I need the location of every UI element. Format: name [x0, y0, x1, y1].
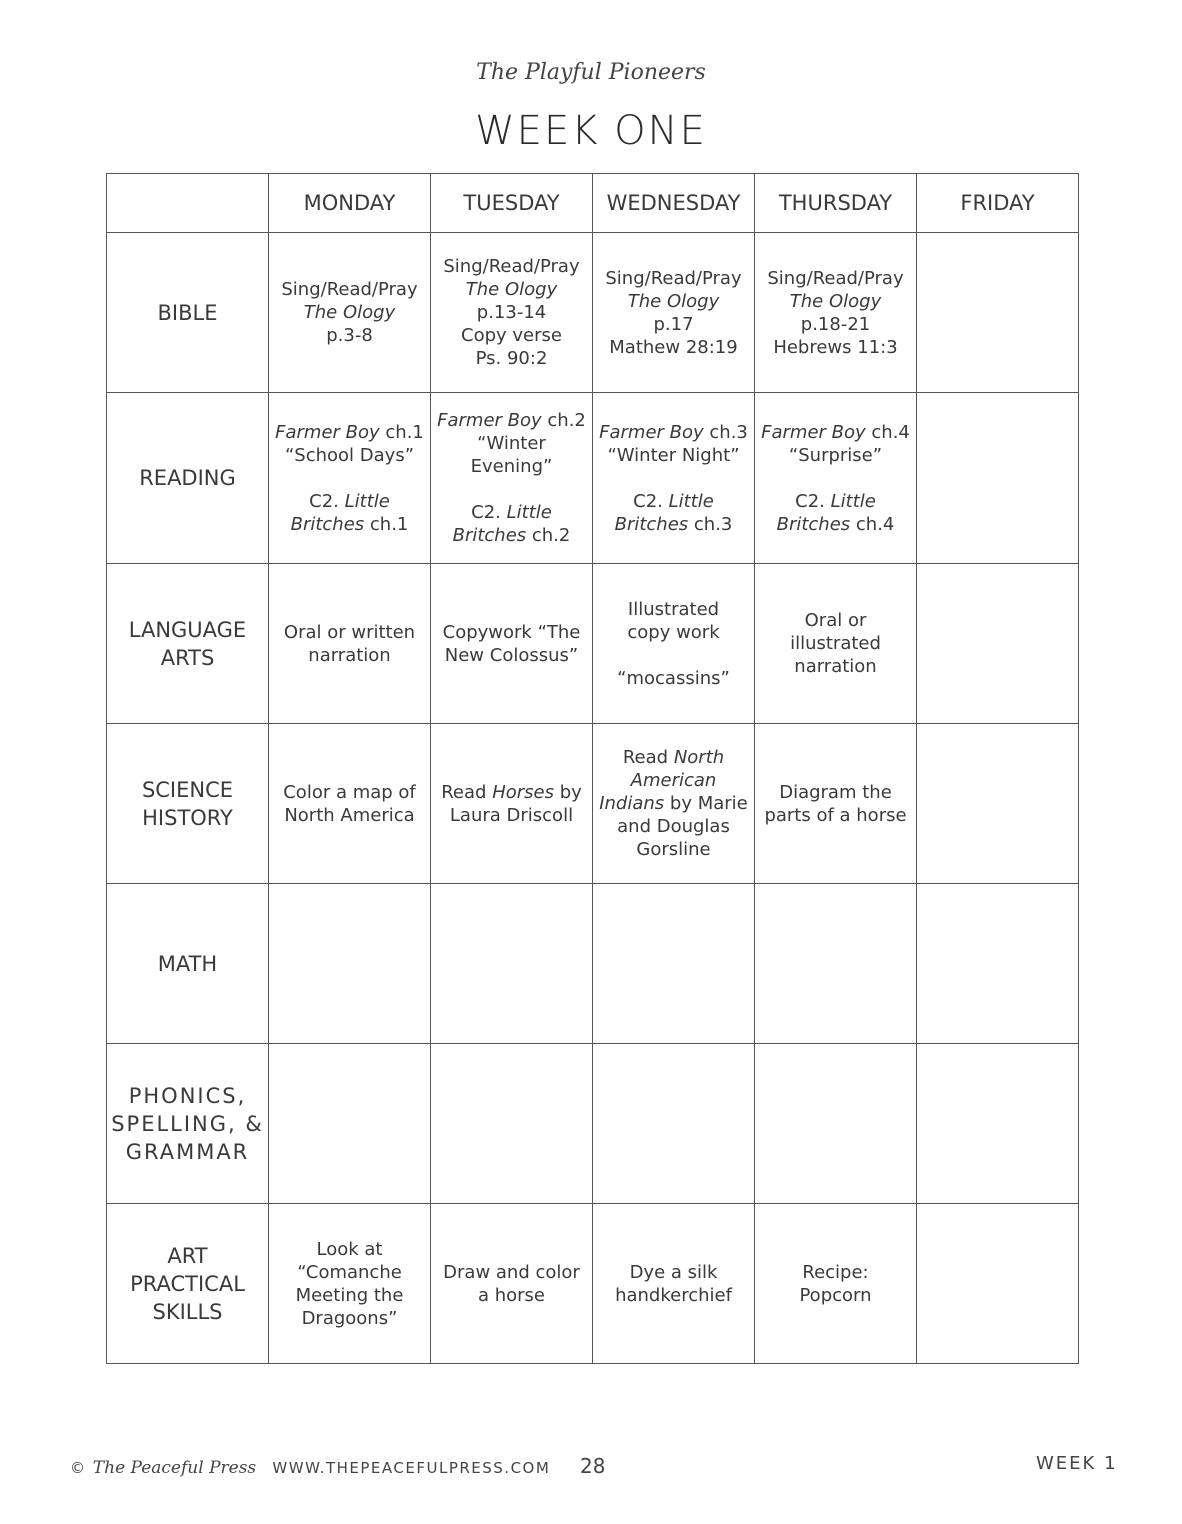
cell-line: handkerchief: [615, 1284, 732, 1306]
footer-url[interactable]: WWW.THEPEACEFULPRESS.COM: [272, 1459, 551, 1477]
book-title: The Ology: [465, 279, 558, 300]
book-title: The Ology: [789, 290, 882, 312]
cell-line: illustrated: [790, 633, 881, 654]
chapter-title: “Surprise”: [788, 444, 883, 466]
book-title: Indians: [599, 793, 665, 814]
book-title: American: [630, 770, 717, 791]
subject-language-arts: [107, 564, 269, 724]
row-art-practical-skills: [107, 1204, 1079, 1364]
cell-bible-thursday: [755, 233, 917, 393]
cell-line: Copywork “The: [442, 621, 581, 643]
cell-art-monday: [269, 1204, 431, 1364]
cell-reading-monday: [269, 393, 431, 564]
subject-reading: READING: [107, 393, 269, 564]
cell-line: Hebrews 11:3: [773, 336, 898, 358]
day-header-wednesday: WEDNESDAY: [593, 174, 755, 233]
footer-week-label: WEEK 1: [1036, 1453, 1118, 1474]
cell-text: by: [559, 781, 582, 803]
cell-line: Meeting the: [295, 1284, 404, 1306]
cell-line: “mocassins”: [617, 667, 730, 689]
label-line: PHONICS,: [128, 1083, 247, 1108]
book-title: Britches: [452, 525, 527, 546]
cell-phonics-tuesday: [431, 1044, 593, 1204]
label-line: LANGUAGE: [128, 617, 247, 642]
cell-phonics-wednesday: [593, 1044, 755, 1204]
cell-reading-friday: [917, 393, 1079, 564]
cell-line: New Colossus”: [444, 644, 579, 666]
day-header-tuesday: TUESDAY: [431, 174, 593, 233]
cell-science-tuesday: [431, 724, 593, 884]
cell-math-tuesday: [431, 884, 593, 1044]
cell-line: Gorsline: [636, 839, 711, 860]
book-title: Little: [344, 490, 390, 512]
label-line: SKILLS: [152, 1299, 223, 1324]
cell-language-friday: [917, 564, 1079, 724]
cell-bible-wednesday: [593, 233, 755, 393]
cell-art-friday: [917, 1204, 1079, 1364]
row-bible: [107, 233, 1079, 393]
cell-line: copy work: [627, 621, 720, 643]
book-title: Britches: [776, 513, 851, 535]
cell-text: Read: [441, 781, 487, 803]
subject-art-practical-skills: [107, 1204, 269, 1364]
label-line: SPELLING, &: [111, 1111, 264, 1136]
cell-phonics-friday: [917, 1044, 1079, 1204]
cell-language-tuesday: [431, 564, 593, 724]
chapter: ch.2: [531, 525, 571, 546]
cell-line: North America: [284, 804, 415, 826]
cell-line: Draw and color: [443, 1261, 580, 1283]
label-line: PRACTICAL: [130, 1271, 245, 1296]
label-line: ARTS: [160, 645, 215, 670]
chapter-title: “Winter Night”: [607, 444, 740, 466]
cell-text: by Marie: [669, 793, 748, 814]
cell-line: “Comanche: [297, 1261, 402, 1283]
cell-language-wednesday: [593, 564, 755, 724]
cell-art-tuesday: [431, 1204, 593, 1364]
row-reading: [107, 393, 1079, 564]
book-title: Farmer Boy: [761, 421, 866, 443]
cell-line: and Douglas: [617, 816, 730, 837]
cell-line: Ps. 90:2: [475, 348, 548, 369]
cell-math-wednesday: [593, 884, 755, 1044]
day-header-friday: FRIDAY: [917, 174, 1079, 233]
cell-math-friday: [917, 884, 1079, 1044]
subject-phonics-spelling-grammar: [107, 1044, 269, 1204]
book-title: Farmer Boy: [437, 410, 542, 431]
row-science-history: [107, 724, 1079, 884]
cell-science-thursday: [755, 724, 917, 884]
cell-art-thursday: [755, 1204, 917, 1364]
cell-line: Oral or: [804, 610, 867, 631]
chapter-title: “Winter Evening”: [470, 433, 553, 477]
row-phonics: [107, 1044, 1079, 1204]
cell-science-wednesday: [593, 724, 755, 884]
cell-line: Dye a silk: [629, 1261, 718, 1283]
cell-phonics-thursday: [755, 1044, 917, 1204]
cell-line: Look at: [316, 1238, 383, 1260]
chapter: ch.1: [369, 513, 409, 535]
page-title: WEEK ONE: [475, 108, 707, 154]
footer-credits: [70, 1458, 550, 1478]
cell-line: parts of a horse: [764, 804, 907, 826]
cell-line: p.17: [653, 313, 694, 335]
level-label: C2.: [795, 490, 825, 512]
cell-line: narration: [794, 656, 877, 677]
book-title: Britches: [290, 513, 365, 535]
chapter: ch.4: [871, 421, 910, 443]
cell-phonics-monday: [269, 1044, 431, 1204]
chapter: ch.3: [709, 421, 748, 443]
book-title: Britches: [614, 513, 689, 535]
cell-line: Sing/Read/Pray: [605, 267, 742, 289]
cell-science-monday: [269, 724, 431, 884]
row-language-arts: [107, 564, 1079, 724]
level-label: C2.: [471, 502, 501, 523]
subject-bible: BIBLE: [107, 233, 269, 393]
cell-reading-wednesday: [593, 393, 755, 564]
cell-bible-tuesday: [431, 233, 593, 393]
copyright-symbol: ©: [70, 1459, 87, 1477]
row-math: [107, 884, 1079, 1044]
cell-line: Oral or written: [283, 621, 416, 643]
label-line: SCIENCE: [141, 777, 234, 802]
label-line: GRAMMAR: [125, 1139, 250, 1164]
book-title: Little: [506, 502, 552, 523]
cell-bible-friday: [917, 233, 1079, 393]
cell-bible-monday: [269, 233, 431, 393]
cell-line: p.3-8: [326, 325, 373, 346]
cell-text: Read: [622, 747, 669, 768]
header-row: [107, 174, 1079, 233]
page-number: 28: [580, 1454, 606, 1478]
book-title: The Ology: [303, 302, 396, 323]
cell-language-monday: [269, 564, 431, 724]
day-header-monday: MONDAY: [269, 174, 431, 233]
cell-reading-tuesday: [431, 393, 593, 564]
cell-line: p.13-14: [476, 302, 547, 323]
cell-line: Illustrated: [627, 598, 720, 620]
label-line: HISTORY: [142, 805, 233, 830]
chapter-title: “School Days”: [284, 444, 415, 466]
cell-line: Recipe:: [802, 1261, 869, 1283]
label-line: ART: [167, 1243, 208, 1268]
cell-line: narration: [308, 644, 391, 666]
weekly-plan-table: [106, 173, 1079, 1364]
book-title: Horses: [492, 781, 554, 803]
press-name: The Peaceful Press: [92, 1458, 257, 1478]
cell-math-thursday: [755, 884, 917, 1044]
cell-line: a horse: [477, 1284, 546, 1306]
chapter: ch.1: [385, 421, 424, 443]
book-title: Little: [668, 490, 714, 512]
subject-science-history: [107, 724, 269, 884]
cell-line: Dragoons”: [301, 1307, 398, 1329]
subject-math: MATH: [107, 884, 269, 1044]
cell-language-thursday: [755, 564, 917, 724]
book-title: Farmer Boy: [599, 421, 704, 443]
cell-line: Diagram the: [779, 781, 892, 803]
book-title: Farmer Boy: [275, 421, 380, 443]
cell-science-friday: [917, 724, 1079, 884]
cell-line: Color a map of: [283, 781, 416, 803]
cell-line: Sing/Read/Pray: [443, 256, 580, 277]
cell-line: Mathew 28:19: [609, 336, 738, 358]
cell-line: Popcorn: [799, 1284, 872, 1306]
cell-reading-thursday: [755, 393, 917, 564]
cell-line: Copy verse: [461, 325, 562, 346]
cell-line: Laura Driscoll: [449, 804, 574, 826]
cell-line: Sing/Read/Pray: [281, 279, 418, 300]
day-header-thursday: THURSDAY: [755, 174, 917, 233]
book-title: Little: [830, 490, 876, 512]
cell-math-monday: [269, 884, 431, 1044]
corner-cell: [107, 174, 269, 233]
cell-line: p.18-21: [800, 313, 871, 335]
chapter: ch.2: [547, 410, 586, 431]
cell-line: Sing/Read/Pray: [767, 267, 904, 289]
book-title: The Ology: [627, 290, 720, 312]
chapter: ch.3: [693, 513, 733, 535]
brand-script-title: The Playful Pioneers: [476, 60, 706, 85]
book-title: North: [673, 747, 725, 768]
chapter: ch.4: [855, 513, 895, 535]
level-label: C2.: [309, 490, 339, 512]
level-label: C2.: [633, 490, 663, 512]
cell-art-wednesday: [593, 1204, 755, 1364]
